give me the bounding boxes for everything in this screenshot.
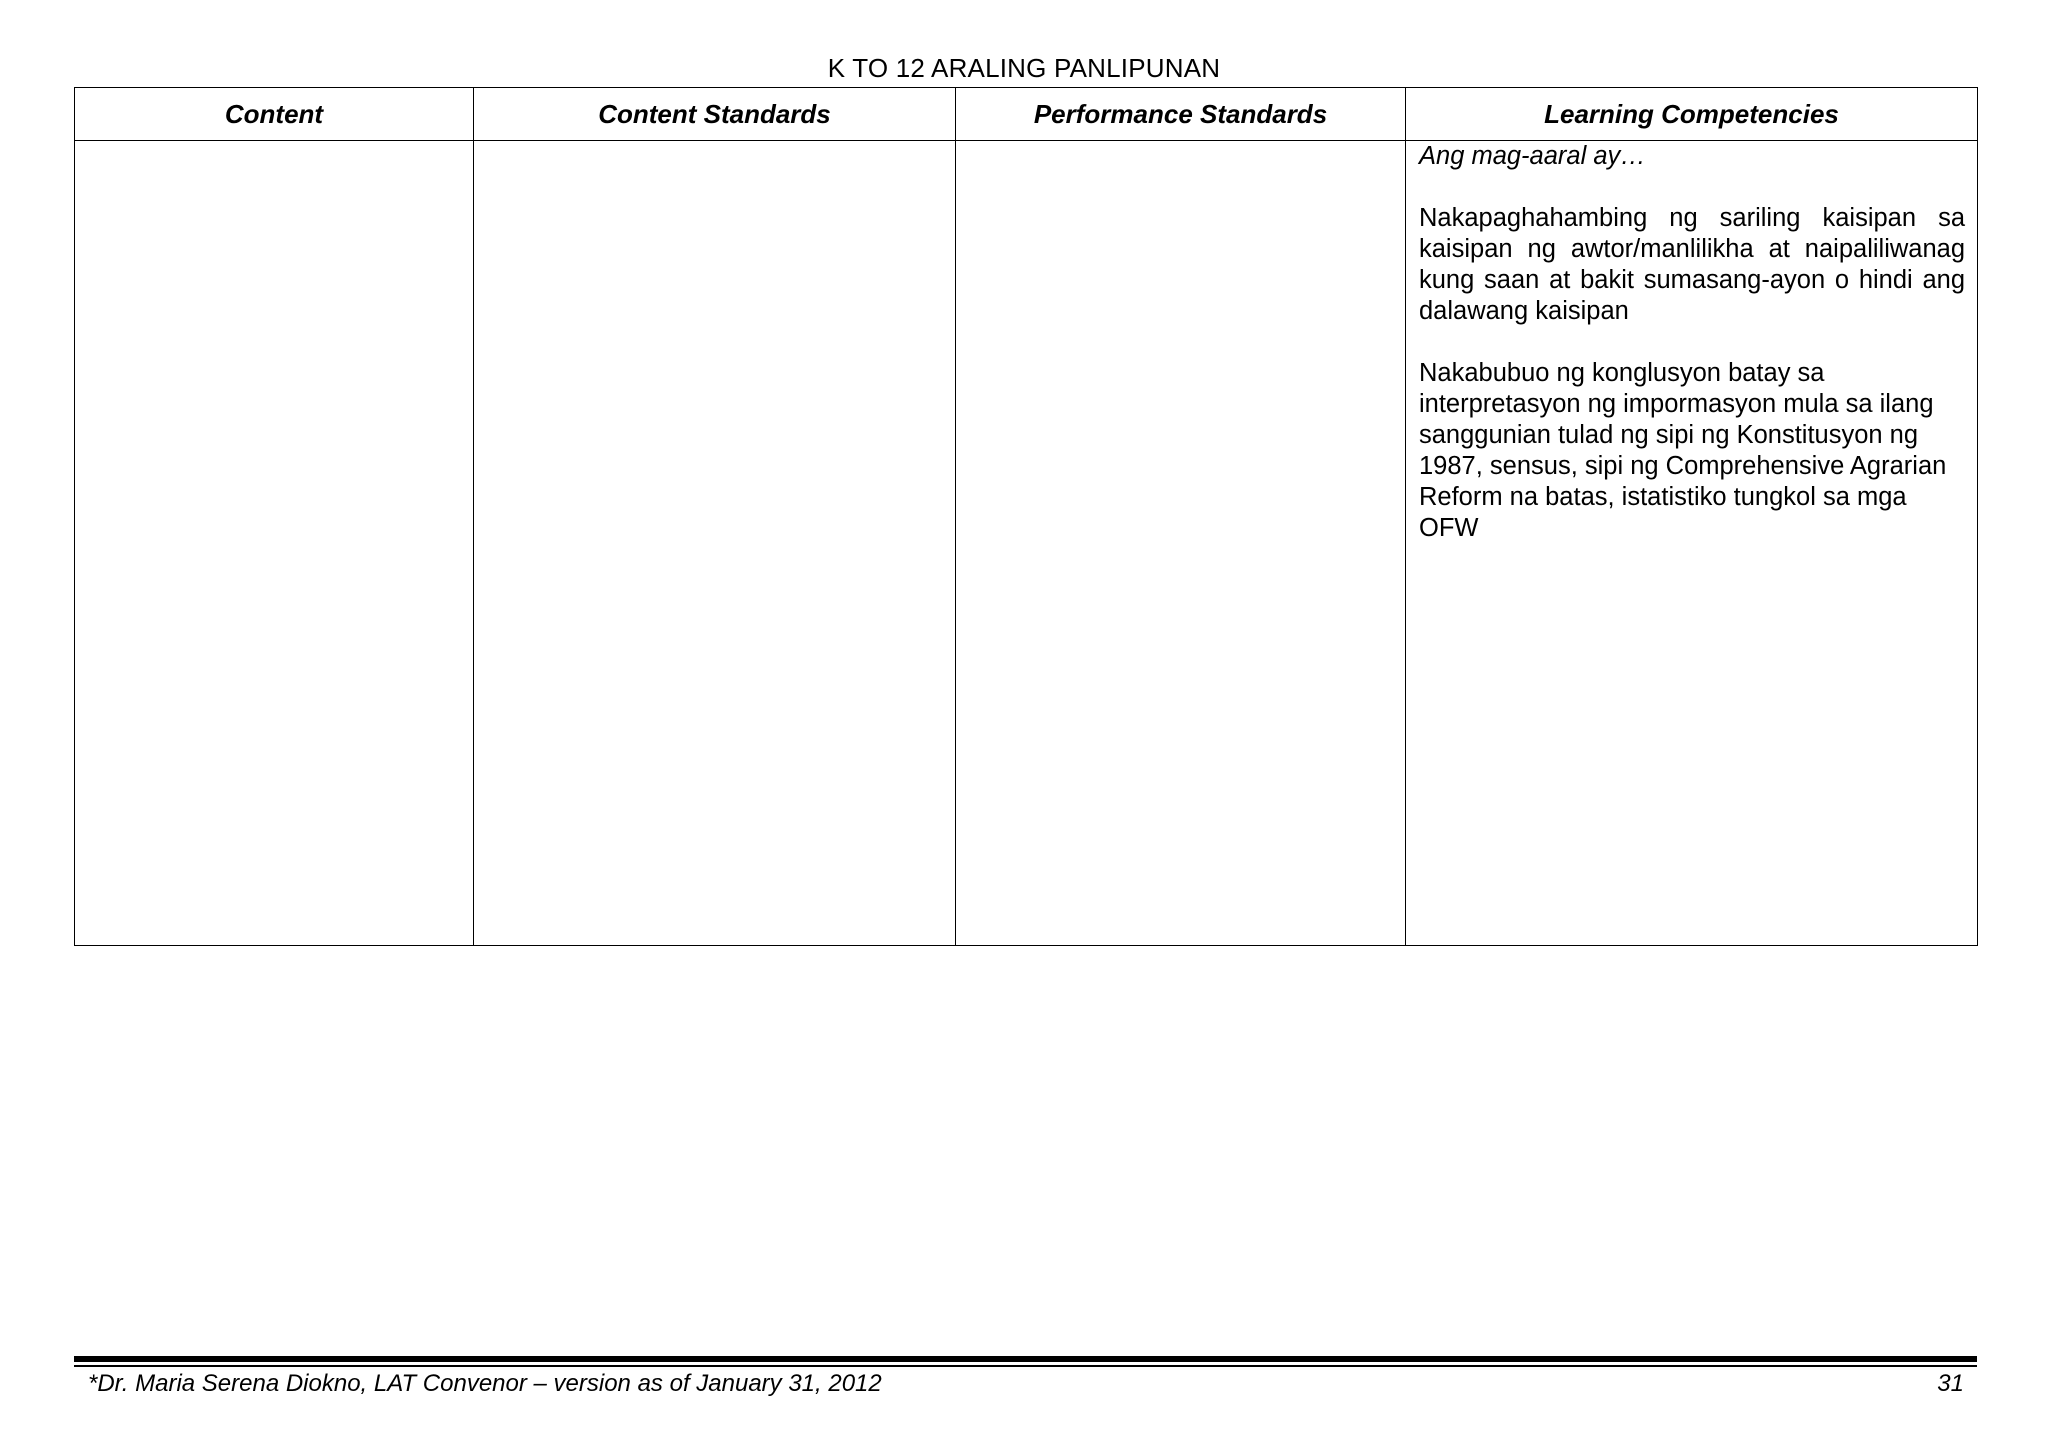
- page-title: K TO 12 ARALING PANLIPUNAN: [827, 53, 1221, 83]
- content-standards-cell: [474, 141, 956, 946]
- column-header-content-standards: Content Standards: [474, 88, 956, 141]
- learning-competencies-cell: [1406, 141, 1978, 946]
- competency-item: Nakapaghahambing ng sariling kaisipan sa kaisipan ng awtor/manlilikha at naipaliliwanag kung saan at bakit sumasang-ayon o hindi ang dalawang kaisipan: [1419, 204, 1965, 325]
- column-header-learning-competencies: Learning Competencies: [1406, 88, 1978, 141]
- footer-divider: [74, 1356, 1977, 1362]
- competencies-intro: Ang mag-aaral ay…: [1419, 142, 1646, 170]
- column-header-content: Content: [75, 88, 474, 141]
- curriculum-table: [74, 87, 1978, 946]
- footer-divider: [74, 1365, 1977, 1367]
- table-header-row: [75, 88, 1978, 141]
- competency-item: Nakabubuo ng konglusyon batay sa interpretasyon ng impormasyon mula sa ilang sanggunian tulad ng sipi ng Konstitusyon ng 1987, sensus, sipi ng Comprehensive Agrarian Reform na batas, istatistiko tungkol sa mga OFW: [1419, 359, 1947, 542]
- column-header-performance-standards: Performance Standards: [956, 88, 1406, 141]
- table-row: [75, 141, 1978, 946]
- page-number: 31: [1937, 1370, 1964, 1397]
- content-cell: [75, 141, 474, 946]
- footer-note: *Dr. Maria Serena Diokno, LAT Convenor – version as of January 31, 2012: [88, 1370, 882, 1397]
- performance-standards-cell: [956, 141, 1406, 946]
